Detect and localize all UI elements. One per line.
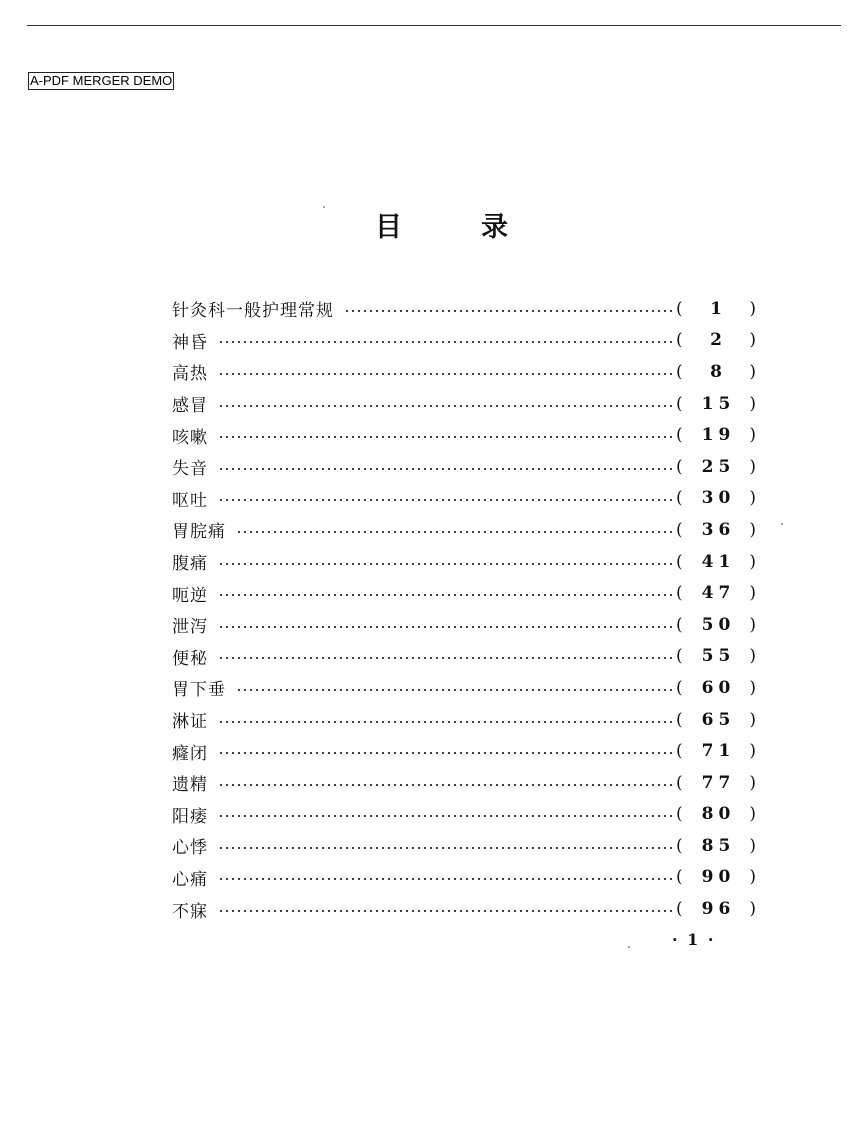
- close-paren: ): [749, 614, 756, 635]
- dot-leader: [218, 815, 672, 817]
- open-paren: (: [676, 488, 683, 509]
- toc-page-number: 85: [701, 835, 736, 856]
- close-paren: ): [749, 804, 756, 825]
- toc-entry-page: [672, 678, 756, 698]
- close-paren: ): [749, 488, 756, 509]
- close-paren: ): [749, 772, 756, 793]
- toc-entry[interactable]: [172, 325, 756, 357]
- toc-entry-page: [672, 330, 756, 350]
- close-paren: ): [749, 709, 756, 730]
- toc-entry-page: [672, 867, 756, 887]
- toc-page-number: 30: [701, 488, 736, 509]
- toc-entry-label: 针灸科一般护理常规: [172, 301, 334, 322]
- toc-entry-label: 阳痿: [172, 806, 208, 827]
- close-paren: ): [749, 298, 756, 319]
- toc-entry-label: 不寐: [172, 901, 208, 922]
- toc-entry-label: 心痛: [172, 869, 208, 890]
- toc-entry-label: 高热: [172, 364, 208, 385]
- toc-page-number: 8: [710, 361, 727, 382]
- toc-entry-label: 失音: [172, 459, 208, 480]
- toc-entry-label: 呕吐: [172, 490, 208, 511]
- close-paren: ): [749, 361, 756, 382]
- toc-entry-page: [672, 552, 756, 572]
- toc-page-number: 65: [701, 709, 736, 730]
- dot-leader: [218, 657, 672, 659]
- toc-page-number: 2: [710, 330, 727, 351]
- dot-leader: [218, 847, 672, 849]
- toc-entry[interactable]: [172, 451, 756, 483]
- dot-leader: [218, 721, 672, 723]
- dot-leader: [218, 784, 672, 786]
- open-paren: (: [676, 393, 683, 414]
- toc-entry[interactable]: [172, 609, 756, 641]
- toc-entry-page: [672, 457, 756, 477]
- dot-leader: [218, 594, 672, 596]
- open-paren: (: [676, 298, 683, 319]
- dot-leader: [236, 689, 672, 691]
- title-char: 目: [375, 212, 402, 243]
- toc-page-number: 15: [701, 393, 736, 414]
- open-paren: (: [676, 741, 683, 762]
- open-paren: (: [676, 835, 683, 856]
- toc-entry-page: [672, 773, 756, 793]
- toc-entry-label: 腹痛: [172, 554, 208, 575]
- open-paren: (: [676, 677, 683, 698]
- close-paren: ): [749, 519, 756, 540]
- toc-page-number: 90: [701, 867, 736, 888]
- toc-entry-page: [672, 615, 756, 635]
- close-paren: ): [749, 425, 756, 446]
- open-paren: (: [676, 646, 683, 667]
- scan-speck: [628, 946, 630, 948]
- close-paren: ): [749, 456, 756, 477]
- table-of-contents: [172, 293, 756, 925]
- toc-entry[interactable]: [172, 577, 756, 609]
- toc-entry-page: [672, 488, 756, 508]
- toc-entry-page: [672, 299, 756, 319]
- toc-entry[interactable]: [172, 862, 756, 894]
- toc-entry-page: [672, 899, 756, 919]
- toc-entry[interactable]: [172, 419, 756, 451]
- toc-page-number: 80: [701, 804, 736, 825]
- toc-entry-label: 胃脘痛: [172, 522, 226, 543]
- toc-entry-page: [672, 646, 756, 666]
- toc-entry[interactable]: [172, 830, 756, 862]
- toc-page-number: 1: [710, 298, 727, 319]
- open-paren: (: [676, 456, 683, 477]
- toc-page-number: 19: [701, 425, 736, 446]
- toc-page-number: 41: [701, 551, 736, 572]
- dot-leader: [218, 499, 672, 501]
- dot-leader: [236, 531, 672, 533]
- dot-leader: [218, 341, 672, 343]
- toc-page-number: 55: [701, 646, 736, 667]
- toc-entry-label: 癃闭: [172, 743, 208, 764]
- close-paren: ): [749, 583, 756, 604]
- page-title: [0, 208, 866, 248]
- toc-entry-label: 淋证: [172, 712, 208, 733]
- open-paren: (: [676, 614, 683, 635]
- page-number: · 1 ·: [672, 930, 716, 949]
- toc-entry[interactable]: [172, 799, 756, 831]
- toc-entry[interactable]: [172, 704, 756, 736]
- toc-page-number: 47: [701, 583, 736, 604]
- toc-entry-label: 感冒: [172, 396, 208, 417]
- toc-entry[interactable]: [172, 293, 756, 325]
- toc-entry[interactable]: [172, 483, 756, 515]
- toc-page-number: 96: [701, 899, 736, 920]
- close-paren: ): [749, 741, 756, 762]
- toc-entry[interactable]: [172, 388, 756, 420]
- dot-leader: [344, 310, 672, 312]
- close-paren: ): [749, 330, 756, 351]
- scan-speck: [781, 523, 783, 525]
- open-paren: (: [676, 330, 683, 351]
- toc-entry-page: [672, 362, 756, 382]
- open-paren: (: [676, 772, 683, 793]
- dot-leader: [218, 563, 672, 565]
- toc-entry[interactable]: [172, 735, 756, 767]
- toc-page-number: 60: [701, 677, 736, 698]
- close-paren: ): [749, 899, 756, 920]
- close-paren: ): [749, 867, 756, 888]
- open-paren: (: [676, 709, 683, 730]
- toc-entry[interactable]: [172, 641, 756, 673]
- toc-page-number: 71: [701, 741, 736, 762]
- toc-page-number: 25: [701, 456, 736, 477]
- toc-entry[interactable]: [172, 546, 756, 578]
- dot-leader: [218, 373, 672, 375]
- toc-page-number: 36: [701, 519, 736, 540]
- toc-entry-label: 便秘: [172, 648, 208, 669]
- toc-entry-page: [672, 583, 756, 603]
- open-paren: (: [676, 583, 683, 604]
- toc-entry-label: 胃下垂: [172, 680, 226, 701]
- open-paren: (: [676, 425, 683, 446]
- open-paren: (: [676, 804, 683, 825]
- toc-entry-page: [672, 425, 756, 445]
- toc-entry-label: 遗精: [172, 775, 208, 796]
- toc-entry[interactable]: [172, 893, 756, 925]
- dot-leader: [218, 910, 672, 912]
- open-paren: (: [676, 551, 683, 572]
- dot-leader: [218, 878, 672, 880]
- toc-entry[interactable]: [172, 356, 756, 388]
- dot-leader: [218, 436, 672, 438]
- toc-entry-label: 泄泻: [172, 617, 208, 638]
- close-paren: ): [749, 677, 756, 698]
- toc-entry-label: 咳嗽: [172, 427, 208, 448]
- close-paren: ): [749, 393, 756, 414]
- toc-page-number: 50: [701, 614, 736, 635]
- toc-entry[interactable]: [172, 514, 756, 546]
- open-paren: (: [676, 867, 683, 888]
- demo-watermark: A-PDF MERGER DEMO: [30, 73, 173, 88]
- open-paren: (: [676, 361, 683, 382]
- toc-entry-page: [672, 394, 756, 414]
- toc-entry-page: [672, 741, 756, 761]
- top-rule: [27, 25, 841, 26]
- title-char: 录: [481, 212, 508, 243]
- close-paren: ): [749, 646, 756, 667]
- toc-entry-page: [672, 520, 756, 540]
- toc-entry-page: [672, 804, 756, 824]
- open-paren: (: [676, 519, 683, 540]
- dot-leader: [218, 626, 672, 628]
- toc-entry-label: 心悸: [172, 838, 208, 859]
- dot-leader: [218, 405, 672, 407]
- toc-page-number: 77: [701, 772, 736, 793]
- toc-entry[interactable]: [172, 767, 756, 799]
- close-paren: ): [749, 835, 756, 856]
- toc-entry[interactable]: [172, 672, 756, 704]
- toc-entry-page: [672, 836, 756, 856]
- close-paren: ): [749, 551, 756, 572]
- dot-leader: [218, 468, 672, 470]
- toc-entry-page: [672, 710, 756, 730]
- toc-entry-label: 神昏: [172, 332, 208, 353]
- toc-entry-label: 呃逆: [172, 585, 208, 606]
- dot-leader: [218, 752, 672, 754]
- open-paren: (: [676, 899, 683, 920]
